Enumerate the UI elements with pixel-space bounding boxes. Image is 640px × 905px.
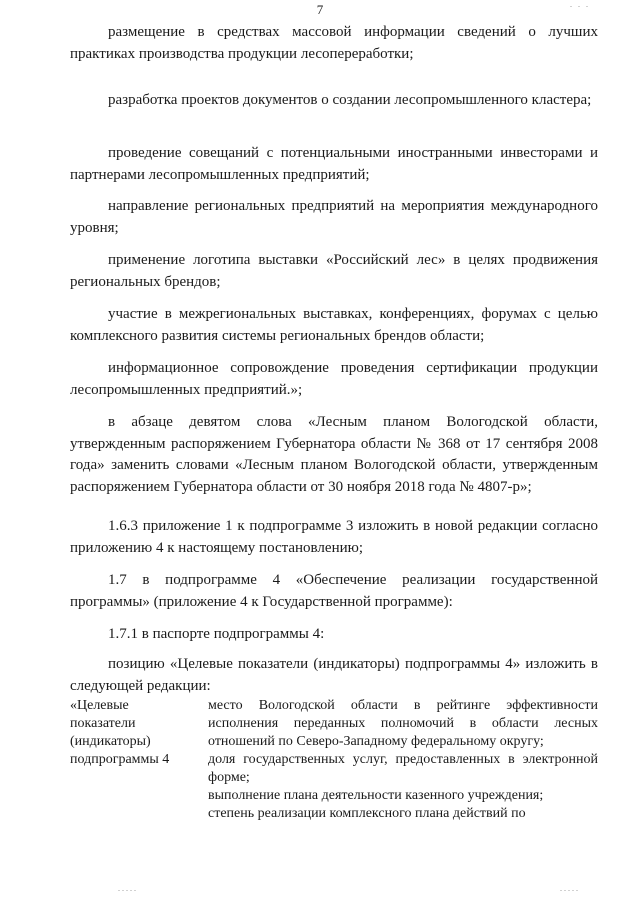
paragraph: участие в межрегиональных выставках, конференциях, форумах с целью комплексного развития системы региональных брендов области; — [70, 306, 598, 344]
table-right-column — [208, 697, 598, 823]
table-item: степень реализации комплексного плана действий по — [208, 806, 526, 821]
paragraph: применение логотипа выставки «Российский лес» в целях продвижения региональных брендов; — [70, 252, 598, 290]
page-number: 7 — [316, 2, 324, 17]
paragraph: направление региональных предприятий на мероприятия международного уровня; — [70, 198, 598, 236]
paragraph: 1.6.3 приложение 1 к подпрограмме 3 изложить в новой редакции согласно приложению 4 к настоящему постановлению; — [70, 518, 598, 556]
scan-mark: ..... — [560, 884, 580, 893]
table-item: выполнение плана деятельности казенного учреждения; — [208, 788, 544, 803]
paragraph: размещение в средствах массовой информации сведений о лучших практиках производства продукции лесопереработки; — [70, 24, 598, 62]
paragraph: в абзаце девятом слова «Лесным планом Вологодской области, утвержденным распоряжением Губернатора области № 368 от 17 сентября 2008 года» заменить словами «Лесным планом Вологодской области, утвержденным распоряжением Губернатора области от 30 ноября 2018 года № 4807-р»; — [70, 414, 598, 495]
table-item: доля государственных услуг, предоставленных в электронной форме; — [208, 752, 598, 785]
paragraph: разработка проектов документов о создании лесопромышленного кластера; — [108, 92, 592, 108]
paragraph: информационное сопровождение проведения сертификации продукции лесопромышленных предприятий.»; — [70, 360, 598, 398]
table-item: место Вологодской области в рейтинге эффективности исполнения переданных полномочий в области лесных отношений по Северо-Западному федеральному округу; — [208, 698, 598, 749]
table-left-label: «Целевые показатели (индикаторы) подпрограммы 4 — [70, 698, 170, 767]
scan-mark: . . . — [570, 0, 590, 9]
scan-mark: ..... — [118, 884, 138, 893]
paragraph: проведение совещаний с потенциальными иностранными инвесторами и партнерами лесопромышленных предприятий; — [70, 145, 598, 183]
paragraph: 1.7 в подпрограмме 4 «Обеспечение реализации государственной программы» (приложение 4 к Государственной программе): — [70, 572, 598, 610]
paragraph: 1.7.1 в паспорте подпрограммы 4: — [108, 626, 325, 642]
paragraph: позицию «Целевые показатели (индикаторы) подпрограммы 4» изложить в следующей редакции: — [70, 656, 598, 694]
